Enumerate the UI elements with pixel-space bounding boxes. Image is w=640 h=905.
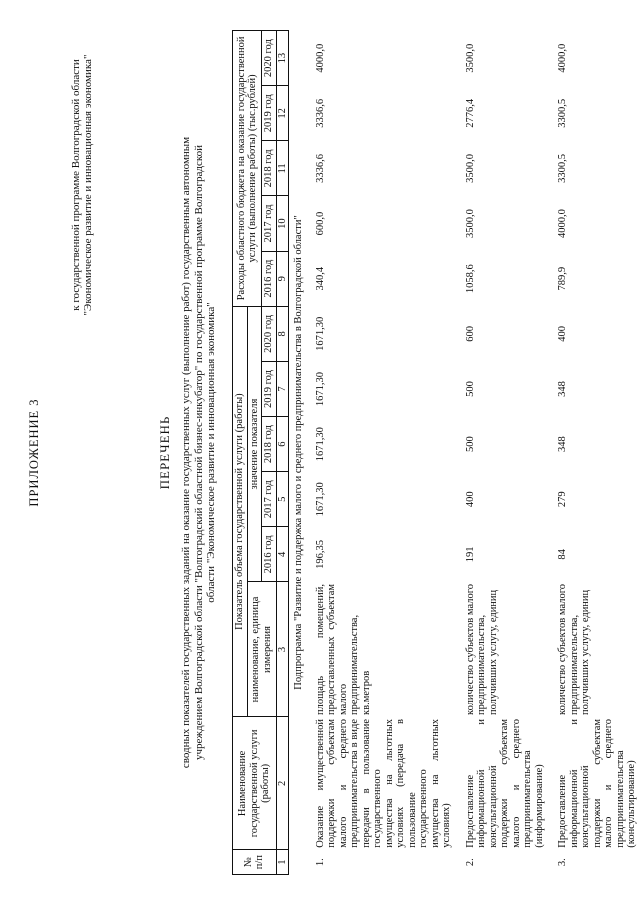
row-value: 1671,30 — [314, 316, 326, 351]
header-year: 2016 год — [262, 527, 277, 582]
row-value: 348 — [557, 381, 568, 397]
row-expense: 4000,0 — [557, 43, 568, 73]
column-number: 11 — [276, 141, 289, 196]
header-num: № п/п — [233, 850, 277, 875]
row-expense: 3500,0 — [464, 154, 476, 183]
table-row — [309, 31, 459, 875]
row-expense: 340,4 — [314, 266, 326, 291]
row-service-name: Предоставление информационной и консультационной поддержки субъектам малого и среднего предпринимательства (консультирование) — [557, 718, 637, 848]
row-expense: 3336,6 — [314, 98, 326, 128]
header-expense-group: Расходы областного бюджета на оказание государственной услуги (выполнение работы) (тыс.рублей) — [233, 31, 262, 307]
header-service-name: Наименование государственной услуги (работы) — [233, 717, 277, 850]
header-year: 2017 год — [262, 196, 277, 251]
row-unit: количество субъектов малого предпринимательства, получивших услугу, единиц — [557, 583, 591, 715]
header-indicator-name: наименование, единица измерения — [247, 582, 276, 717]
row-expense: 4000,0 — [314, 43, 326, 73]
section-row — [289, 31, 309, 875]
indicators-table — [232, 30, 640, 875]
row-value: 400 — [557, 325, 568, 342]
row-service-name: Оказание имущественной поддержки субъектам малого и среднего предпринимательства в виде передачи в пользование государственного имущества на льготных условиях (передача в пользование государственного имущества на льготных условиях) — [314, 718, 452, 848]
column-number: 4 — [276, 527, 289, 582]
table-row — [551, 31, 640, 875]
row-expense: 3500,0 — [464, 209, 476, 238]
row-expense: 3300,5 — [557, 154, 568, 183]
row-value: 1671,30 — [314, 371, 326, 407]
table-row — [459, 31, 552, 875]
row-expense: 3336,6 — [314, 154, 326, 183]
column-number: 9 — [276, 251, 289, 306]
column-number: 10 — [276, 196, 289, 251]
column-number-row — [276, 31, 289, 875]
row-value: 1671,30 — [314, 427, 326, 462]
program-reference — [70, 25, 94, 345]
header-year: 2019 год — [262, 86, 277, 141]
row-value: 500 — [464, 436, 476, 453]
row-value: 348 — [557, 436, 568, 453]
column-number: 1 — [276, 850, 289, 875]
header-indicator-group: Показатель объема государственной услуги (работы) — [233, 306, 248, 717]
column-number: 5 — [276, 472, 289, 527]
document-subtitle — [180, 30, 218, 875]
row-value: 84 — [557, 549, 568, 560]
column-number: 8 — [276, 306, 289, 361]
header-year: 2016 год — [262, 251, 277, 306]
row-expense: 3300,5 — [557, 98, 568, 128]
row-expense: 2776,4 — [464, 98, 476, 128]
row-expense: 3500,0 — [464, 43, 476, 73]
row-value: 1671,30 — [314, 482, 326, 517]
row-value: 400 — [464, 491, 476, 508]
row-value: 191 — [464, 546, 476, 563]
program-reference-line: к государственной программе Волгоградской области — [70, 59, 82, 311]
row-num: 1. — [314, 858, 326, 867]
row-num: 2. — [464, 858, 476, 867]
row-expense: 4000,0 — [557, 209, 568, 238]
subtitle-line: учреждением Волгоградской области "Волгоградский областной бизнес-инкубатор" по государственной программе Волгоградской — [192, 144, 205, 761]
header-row — [233, 31, 248, 875]
column-number: 2 — [276, 717, 289, 850]
row-num: 3. — [557, 858, 568, 867]
column-number: 3 — [276, 582, 289, 717]
column-number: 7 — [276, 361, 289, 416]
row-service-name: Предоставление информационной и консультационной поддержки субъектам малого и среднего предпринимательства (информирование) — [464, 718, 545, 848]
program-reference-line: "Экономическое развитие и инновационная экономика" — [82, 54, 94, 316]
row-expense: 600,0 — [314, 211, 326, 236]
appendix-label: ПРИЛОЖЕНИЕ 3 — [27, 398, 41, 507]
header-year: 2017 год — [262, 472, 277, 527]
row-value: 600 — [464, 325, 476, 342]
header-year: 2020 год — [262, 306, 277, 361]
row-expense: 789,9 — [557, 266, 568, 291]
document-title: ПЕРЕЧЕНЬ — [157, 415, 172, 490]
subtitle-line: области "Экономическое развитие и инновационная экономика" — [205, 302, 217, 603]
row-value: 279 — [557, 491, 568, 508]
row-unit: площадь помещений, предоставленных субъектам малого предпринимательства, кв.метров — [314, 583, 372, 715]
header-year: 2018 год — [262, 417, 277, 472]
row-value: 500 — [464, 381, 476, 397]
section-title: Подпрограмма "Развитие и поддержка малого и среднего предпринимательства в Волгоградской области" — [293, 215, 304, 690]
column-number: 13 — [276, 31, 289, 86]
row-expense: 1058,6 — [464, 264, 476, 294]
row-unit: количество субъектов малого предпринимательства, получивших услугу, единиц — [464, 583, 499, 715]
header-year: 2020 год — [262, 31, 277, 86]
header-year: 2018 год — [262, 141, 277, 196]
subtitle-line: сводных показателей государственных заданий на оказание государственных услуг (выполнение работ) государственным автономным — [180, 136, 192, 769]
header-year: 2019 год — [262, 361, 277, 416]
header-indicator-value: значение показателя — [247, 306, 262, 582]
column-number: 6 — [276, 417, 289, 472]
column-number: 12 — [276, 86, 289, 141]
row-value: 196,35 — [314, 539, 326, 569]
